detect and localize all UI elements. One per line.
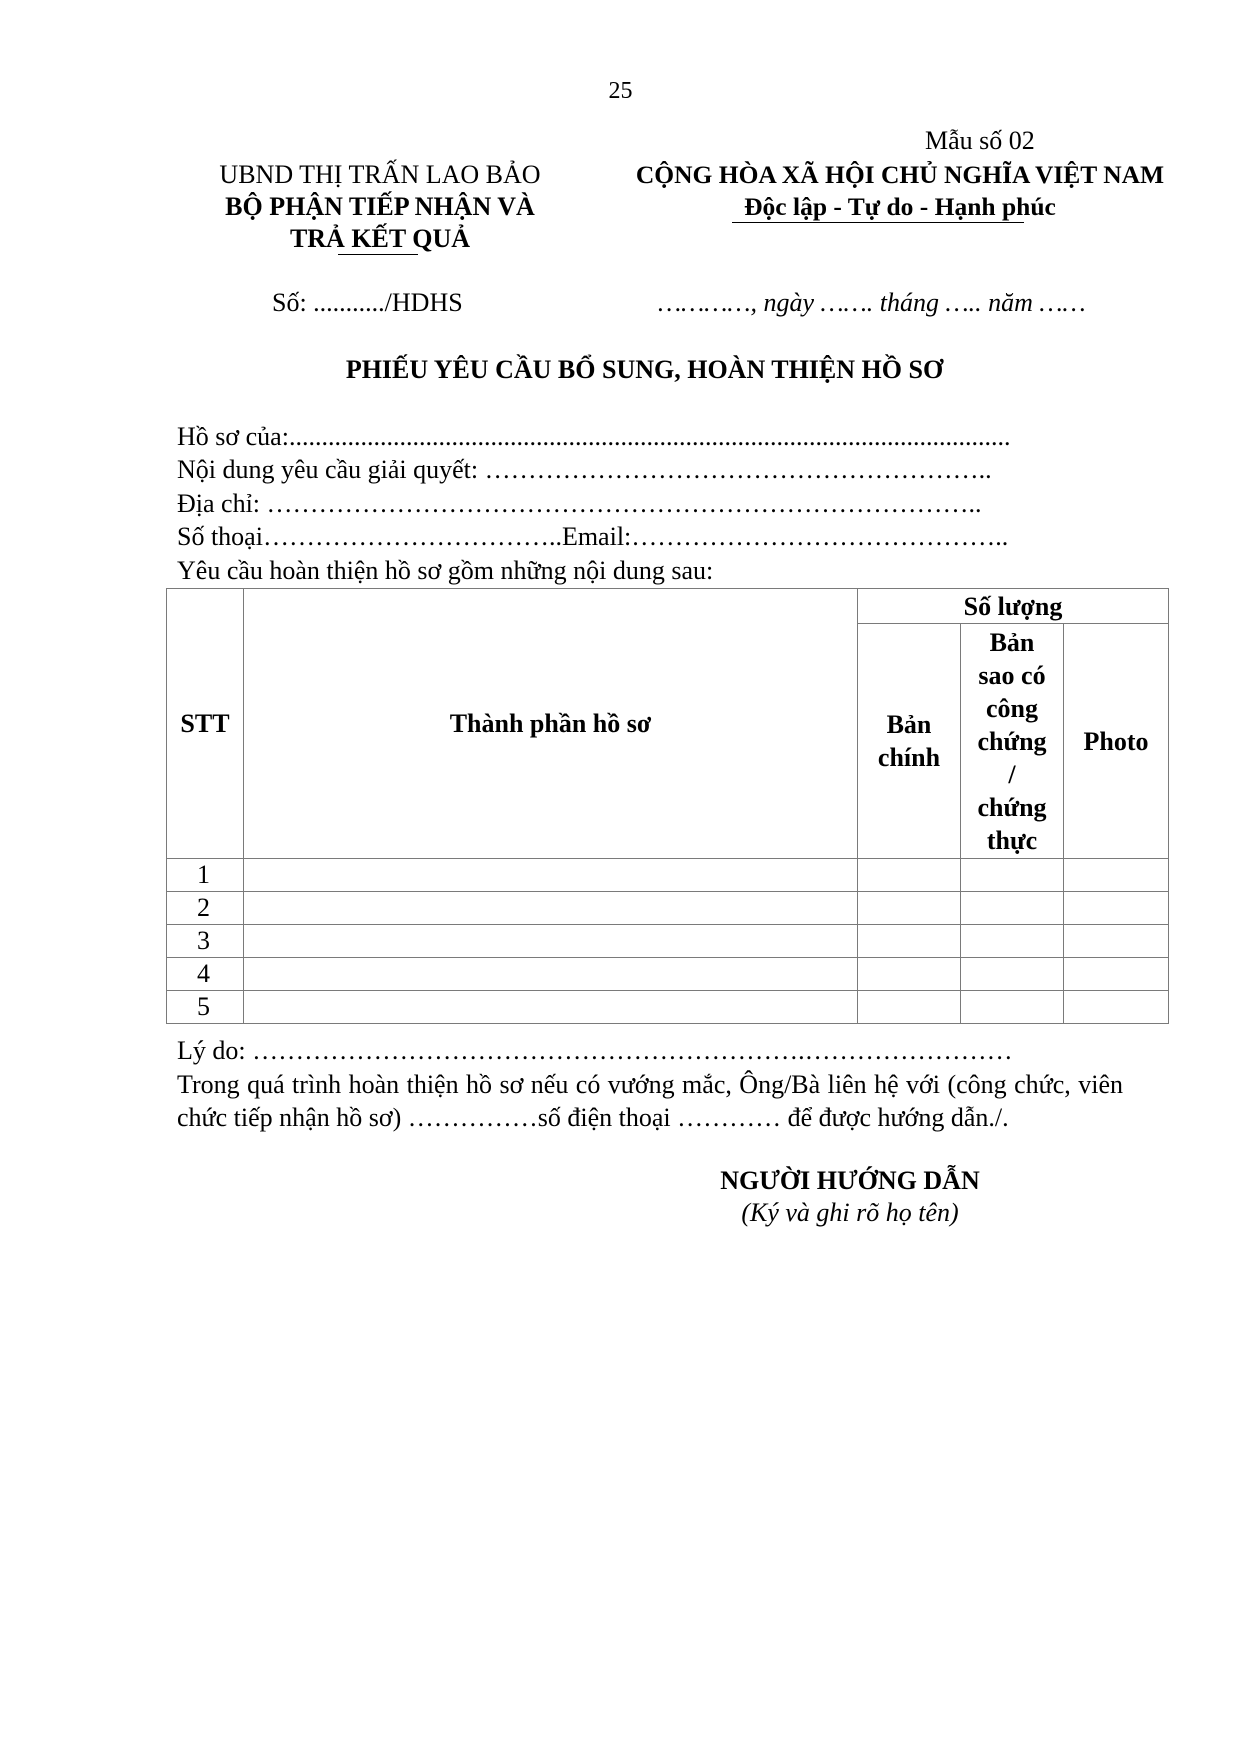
cell-thanh-phan[interactable]	[244, 859, 858, 892]
table-row	[167, 925, 1169, 958]
cell-ban-sao[interactable]	[961, 892, 1064, 925]
cell-ban-chinh[interactable]	[858, 925, 961, 958]
field-noi-dung: Nội dung yêu cầu giải quyết: …………………………………………………..	[177, 455, 992, 484]
national-title: CỘNG HÒA XÃ HỘI CHỦ NGHĨA VIỆT NAM	[635, 160, 1165, 189]
national-motto-underline	[732, 222, 1024, 223]
left-header-department-line2: TRẢ KẾT QUẢ	[289, 224, 471, 253]
cell-photo[interactable]	[1064, 859, 1169, 892]
header-stt: STT	[167, 589, 244, 859]
header-ban-sao: Bản sao có công chứng / chứng thực	[961, 624, 1064, 859]
table-intro: Yêu cầu hoàn thiện hồ sơ gồm những nội dung sau:	[177, 556, 714, 585]
cell-ban-chinh[interactable]	[858, 892, 961, 925]
form-code: Mẫu số 02	[925, 126, 1035, 155]
left-header-agency: UBND THỊ TRẤN LAO BẢO	[219, 160, 541, 189]
row-number: 3	[167, 925, 244, 958]
field-ly-do: Lý do: ……………………………………………………….……………………	[177, 1036, 1013, 1065]
cell-thanh-phan[interactable]	[244, 925, 858, 958]
cell-photo[interactable]	[1064, 958, 1169, 991]
cell-ban-chinh[interactable]	[858, 859, 961, 892]
field-ho-so-cua: Hồ sơ của:...............................................................................................................	[177, 422, 1011, 451]
document-table	[166, 588, 1169, 1024]
page-number: 25	[608, 78, 633, 104]
cell-ban-sao[interactable]	[961, 958, 1064, 991]
table-row	[167, 892, 1169, 925]
cell-ban-sao[interactable]	[961, 991, 1064, 1024]
header-ban-chinh: Bản chính	[858, 624, 961, 859]
national-motto: Độc lập - Tự do - Hạnh phúc	[744, 192, 1056, 221]
table-row	[167, 958, 1169, 991]
cell-photo[interactable]	[1064, 925, 1169, 958]
guidance-paragraph: Trong quá trình hoàn thiện hồ sơ nếu có vướng mắc, Ông/Bà liên hệ với (công chức, viên chức tiếp nhận hồ sơ) ……………số điện thoại ………… để được hướng dẫn./.	[177, 1070, 1123, 1132]
cell-ban-chinh[interactable]	[858, 991, 961, 1024]
document-number: Số: .........../HDHS	[272, 288, 463, 317]
cell-thanh-phan[interactable]	[244, 892, 858, 925]
document-title: PHIẾU YÊU CẦU BỔ SUNG, HOÀN THIỆN HỒ SƠ	[345, 355, 944, 384]
cell-ban-sao[interactable]	[961, 859, 1064, 892]
table-row	[167, 859, 1169, 892]
field-dia-chi: Địa chỉ: ………………………………………………………………………..	[177, 489, 982, 518]
document-date: …………, ngày ……. tháng ….. năm ……	[658, 288, 1086, 317]
cell-ban-sao[interactable]	[961, 925, 1064, 958]
header-so-luong: Số lượng	[858, 589, 1169, 624]
table-row	[167, 991, 1169, 1024]
header-photo: Photo	[1064, 624, 1169, 859]
cell-ban-chinh[interactable]	[858, 958, 961, 991]
signature-note: (Ký và ghi rõ họ tên)	[741, 1198, 959, 1227]
row-number: 1	[167, 859, 244, 892]
cell-thanh-phan[interactable]	[244, 991, 858, 1024]
signature-title: NGƯỜI HƯỚNG DẪN	[720, 1166, 980, 1195]
row-number: 4	[167, 958, 244, 991]
cell-photo[interactable]	[1064, 892, 1169, 925]
header-thanh-phan: Thành phần hồ sơ	[244, 589, 858, 859]
row-number: 5	[167, 991, 244, 1024]
field-so-thoai-email: Số thoại……………………………..Email:……………………………………..	[177, 522, 1009, 551]
row-number: 2	[167, 892, 244, 925]
cell-photo[interactable]	[1064, 991, 1169, 1024]
left-header-department-line1: BỘ PHẬN TIẾP NHẬN VÀ	[225, 192, 535, 221]
cell-thanh-phan[interactable]	[244, 958, 858, 991]
left-header-underline	[338, 254, 418, 255]
